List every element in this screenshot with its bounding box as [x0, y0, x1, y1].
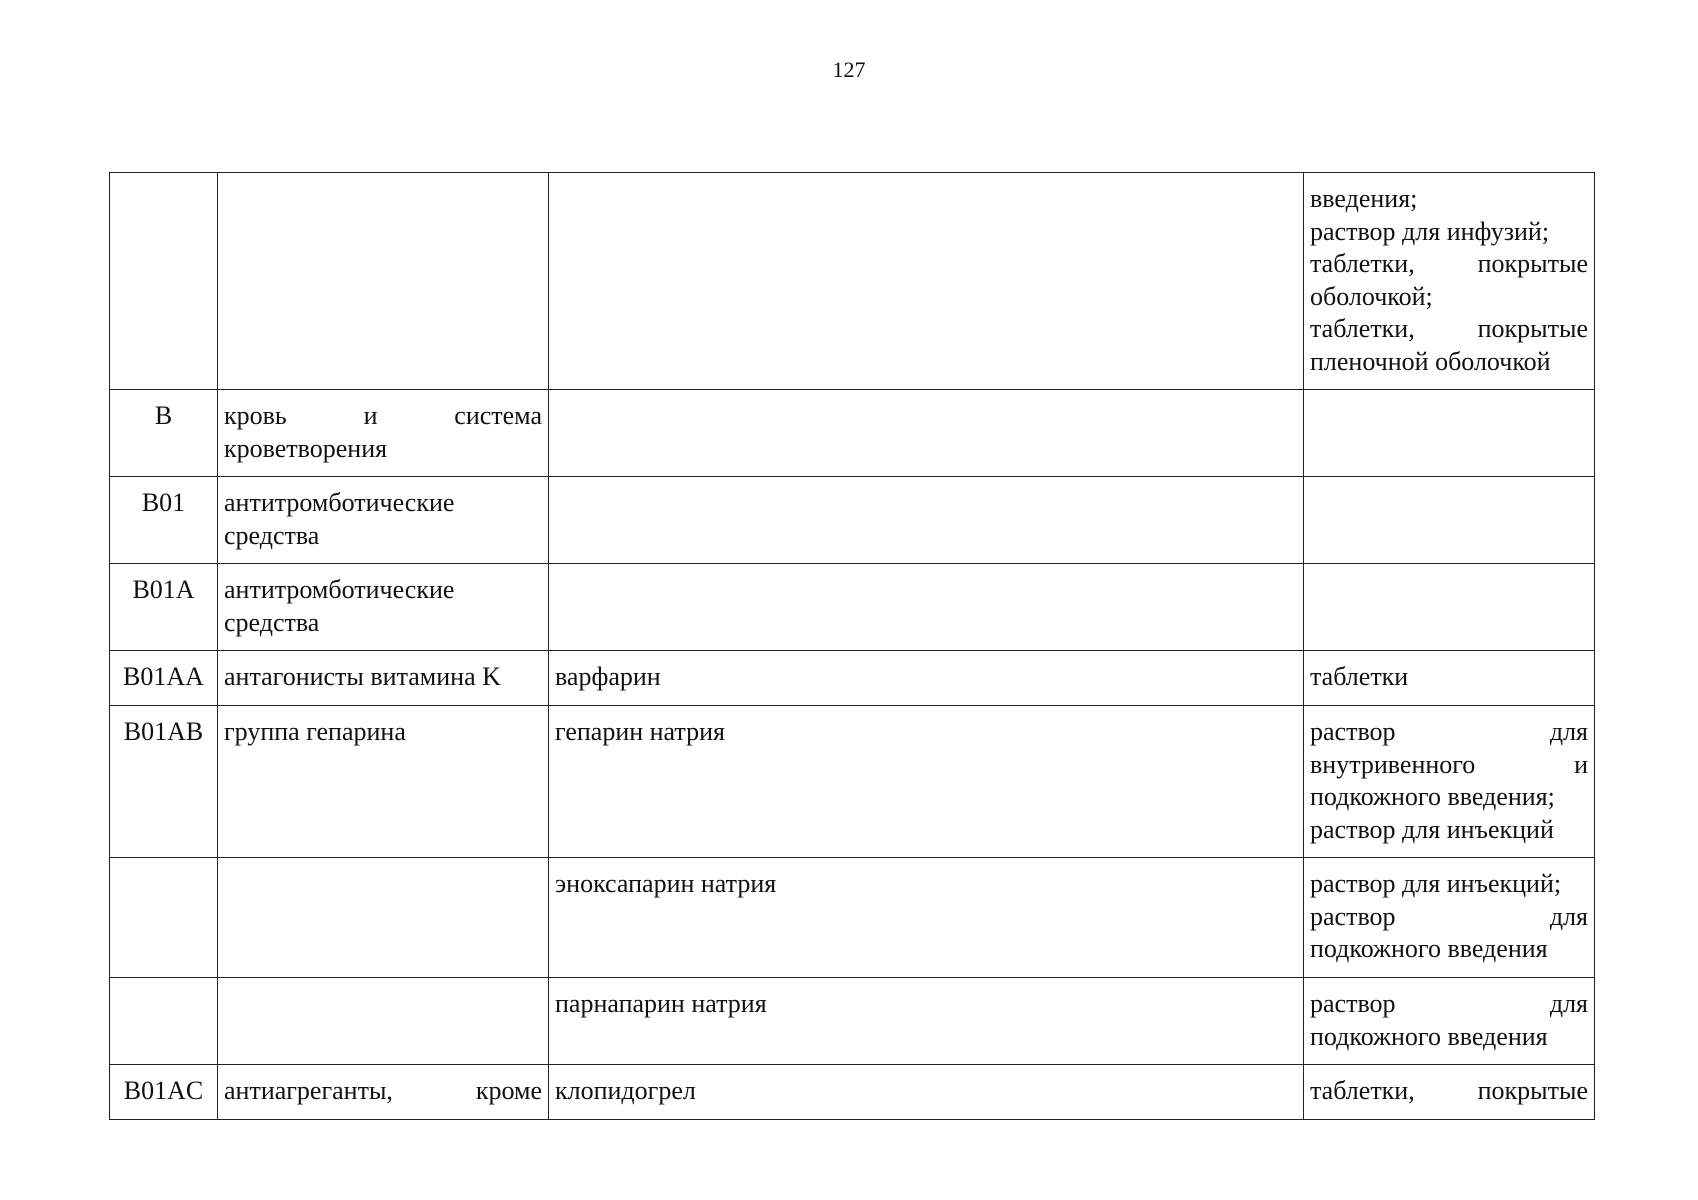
- table-row: [110, 564, 1595, 651]
- drug-cell: эноксапарин натрия: [549, 858, 1304, 978]
- group-line: антитромботические: [224, 488, 455, 517]
- dosage-form-cell: [1304, 651, 1595, 706]
- group-line: антитромботические: [224, 575, 455, 604]
- dosage-form-line: таблетки, покрытые: [1310, 249, 1588, 278]
- dosage-form-line: таблетки, покрытые: [1310, 1076, 1588, 1105]
- atc-code-cell: [110, 858, 218, 978]
- dosage-form-line: оболочкой;: [1310, 281, 1433, 311]
- group-line: средства: [224, 607, 320, 637]
- dosage-form-line: раствор для инъекций;: [1310, 869, 1562, 898]
- dosage-form-cell: [1304, 564, 1595, 651]
- page-number: 127: [832, 57, 866, 82]
- drug-cell: [549, 477, 1304, 564]
- dosage-form-cell: [1304, 477, 1595, 564]
- table-row: [110, 651, 1595, 706]
- atc-code-cell: [110, 978, 218, 1065]
- group-cell: [218, 1065, 549, 1120]
- group-cell: [218, 651, 549, 706]
- dosage-form-cell: [1304, 390, 1595, 477]
- dosage-form-line: раствор для инфузий;: [1310, 216, 1550, 246]
- dosage-form-line: подкожного введения;: [1310, 782, 1555, 811]
- group-cell: [218, 564, 549, 651]
- drug-cell: клопидогрел: [549, 1065, 1304, 1120]
- drug-cell: [549, 173, 1304, 390]
- group-cell: [218, 978, 549, 1065]
- drug-cell: гепарин натрия: [549, 706, 1304, 858]
- dosage-form-line: пленочной оболочкой: [1310, 346, 1551, 376]
- group-cell: [218, 477, 549, 564]
- group-line: средства: [224, 520, 320, 550]
- dosage-form-line: таблетки: [1310, 662, 1409, 691]
- drug-cell: [549, 564, 1304, 651]
- table-row: [110, 1065, 1595, 1120]
- group-line: кроветворения: [224, 433, 388, 463]
- atc-code-cell: B01AC: [110, 1065, 218, 1120]
- atc-code-cell: B01AB: [110, 706, 218, 858]
- atc-code-cell: B01AA: [110, 651, 218, 706]
- group-line: группа гепарина: [224, 717, 406, 746]
- table-row: [110, 390, 1595, 477]
- group-line: антиагреганты, кроме: [224, 1076, 542, 1105]
- atc-code-cell: [110, 173, 218, 390]
- drug-cell: варфарин: [549, 651, 1304, 706]
- dosage-form-cell: [1304, 978, 1595, 1065]
- table-row: [110, 978, 1595, 1065]
- dosage-form-line: раствор для: [1310, 717, 1588, 746]
- group-cell: [218, 858, 549, 978]
- dosage-form-cell: [1304, 858, 1595, 978]
- dosage-form-line: подкожного введения: [1310, 1021, 1548, 1051]
- group-cell: [218, 390, 549, 477]
- table-row: [110, 858, 1595, 978]
- dosage-form-line: таблетки, покрытые: [1310, 314, 1588, 343]
- dosage-form-line: подкожного введения: [1310, 934, 1548, 963]
- group-cell: [218, 173, 549, 390]
- drug-cell: парнапарин натрия: [549, 978, 1304, 1065]
- dosage-form-line: раствор для инъекций: [1310, 814, 1554, 844]
- dosage-form-line: раствор для: [1310, 901, 1588, 931]
- drug-cell: [549, 390, 1304, 477]
- atc-code-cell: B01A: [110, 564, 218, 651]
- dosage-form-cell: [1304, 1065, 1595, 1120]
- dosage-form-line: раствор для: [1310, 989, 1588, 1018]
- table-row: [110, 477, 1595, 564]
- table-row: [110, 173, 1595, 390]
- table-row: [110, 706, 1595, 858]
- group-line: антагонисты витамина K: [224, 662, 501, 691]
- atc-code-cell: B01: [110, 477, 218, 564]
- dosage-form-line: внутривенного и: [1310, 749, 1588, 779]
- dosage-form-cell: [1304, 706, 1595, 858]
- dosage-form-cell: [1304, 173, 1595, 390]
- dosage-form-line: введения;: [1310, 184, 1418, 213]
- group-cell: [218, 706, 549, 858]
- atc-code-cell: B: [110, 390, 218, 477]
- group-line: кровь и система: [224, 401, 542, 430]
- medication-table: [109, 172, 1595, 1120]
